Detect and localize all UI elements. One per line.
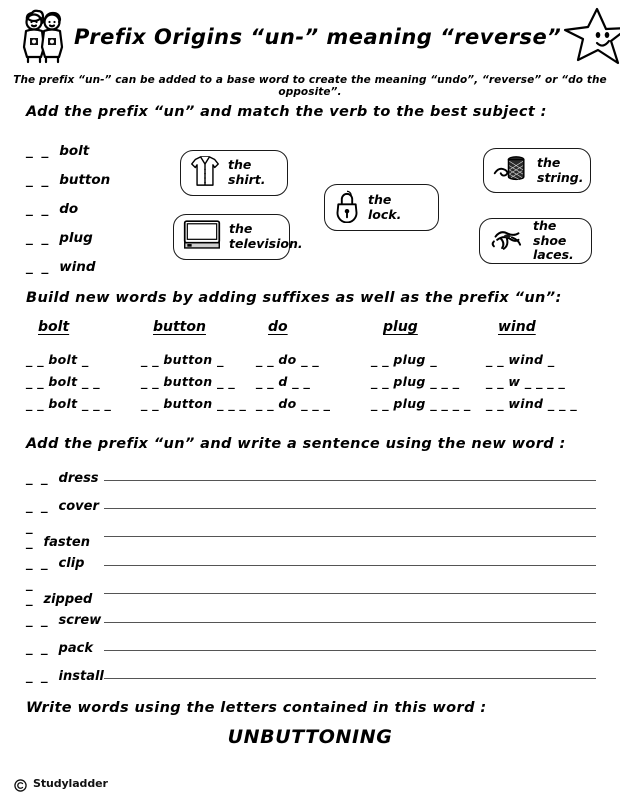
sentence-row[interactable]	[26, 606, 596, 634]
suffix-column-plug	[371, 316, 486, 415]
writing-line[interactable]	[104, 565, 596, 566]
suffix-blank[interactable]: _ _ d _ _	[256, 374, 311, 389]
sentence-section	[0, 436, 620, 694]
label-line-2: lock.	[368, 206, 402, 222]
footer	[14, 777, 108, 790]
suffix-blank[interactable]: _ _ do _ _ _	[256, 396, 331, 411]
sentence-word	[26, 520, 104, 550]
suffix-blank[interactable]: _ _ wind _	[486, 352, 555, 367]
page-title: Prefix Origins “un-” meaning “reverse”	[74, 25, 562, 49]
label-line-1: the	[537, 154, 561, 170]
copyright-icon	[14, 777, 27, 790]
answer-blank[interactable]: _ _	[26, 641, 50, 657]
match-verb-row[interactable]	[26, 223, 166, 252]
verb-label: plug	[59, 229, 93, 246]
sentence-row[interactable]	[26, 492, 596, 520]
brand-label: Studyladder	[33, 777, 108, 790]
word-label: zipped	[43, 591, 93, 607]
sentence-row[interactable]	[26, 663, 596, 691]
word-label: pack	[58, 641, 93, 657]
match-box-label	[228, 158, 266, 188]
suffix-blank[interactable]: _ _ bolt _	[26, 352, 89, 367]
writing-line[interactable]	[104, 678, 596, 679]
suffix-blank[interactable]: _ _ button _	[141, 352, 224, 367]
word-label: screw	[58, 612, 102, 628]
suffix-column-header: do	[268, 319, 288, 335]
answer-blank[interactable]: _ _	[26, 142, 51, 159]
verb-label: button	[59, 171, 111, 188]
anagram-word: UNBUTTONING	[227, 726, 393, 748]
sentence-word	[26, 577, 104, 607]
match-verb-row[interactable]	[26, 252, 166, 281]
label-line-1: the	[368, 191, 392, 207]
suffix-blank[interactable]: _ _ w _ _ _ _	[486, 374, 566, 389]
suffix-instruction: Build new words by adding suffixes as well as the prefix “un”:	[26, 290, 562, 306]
sentence-rows	[26, 464, 596, 691]
writing-line[interactable]	[104, 480, 596, 481]
sentence-word	[26, 471, 104, 486]
suffix-blank[interactable]: _ _ plug _ _ _ _	[371, 396, 471, 411]
label-line-1: the shoe	[533, 217, 567, 248]
suffix-blank[interactable]: _ _ plug _	[371, 352, 437, 367]
sentence-word	[26, 669, 104, 684]
sentence-row[interactable]	[26, 464, 596, 492]
sentence-row[interactable]	[26, 634, 596, 662]
suffix-section	[0, 290, 620, 415]
sentence-word	[26, 613, 104, 628]
suffix-column-do	[256, 316, 371, 415]
match-verb-row[interactable]	[26, 165, 166, 194]
suffix-column-header: button	[153, 319, 206, 335]
answer-blank[interactable]: _ _	[26, 258, 51, 275]
answer-blank[interactable]: _ _	[26, 612, 50, 628]
answer-blank[interactable]: _ _	[26, 200, 51, 217]
match-verb-list	[26, 136, 166, 281]
match-box-string[interactable]	[483, 148, 591, 193]
answer-blank[interactable]: _ _	[26, 470, 50, 486]
writing-line[interactable]	[104, 508, 596, 509]
word-label: install	[58, 669, 104, 685]
label-line-2: television.	[229, 236, 303, 251]
shoelaces-icon	[489, 226, 525, 256]
verb-label: wind	[59, 258, 96, 275]
sentence-row[interactable]	[26, 521, 596, 549]
writing-line[interactable]	[104, 650, 596, 651]
smiling-star-icon	[561, 6, 620, 68]
suffix-column-bolt	[26, 316, 141, 415]
sentence-row[interactable]	[26, 578, 596, 606]
label-line-2: string.	[537, 169, 584, 185]
sentence-word	[26, 499, 104, 514]
match-box-label	[368, 193, 401, 223]
suffix-column-header: bolt	[38, 319, 70, 335]
suffix-blank[interactable]: _ _ do _ _	[256, 352, 319, 367]
match-verb-row[interactable]	[26, 136, 166, 165]
sentence-word	[26, 556, 104, 571]
suffix-column-wind	[486, 316, 601, 415]
television-icon	[183, 219, 221, 255]
label-line-1: the	[229, 221, 253, 237]
suffix-column-header: plug	[383, 319, 418, 335]
answer-blank[interactable]: _ _	[26, 669, 50, 685]
word-label: dress	[58, 470, 99, 486]
word-label: clip	[58, 555, 85, 571]
verb-label: bolt	[59, 142, 90, 159]
word-label: cover	[58, 499, 99, 515]
suffix-column-button	[141, 316, 256, 415]
sentence-instruction: Add the prefix “un” and write a sentence using the new word :	[26, 436, 566, 452]
match-box-shirt[interactable]	[180, 150, 288, 196]
writing-line[interactable]	[104, 536, 596, 537]
suffix-column-header: wind	[498, 319, 536, 335]
answer-blank[interactable]: _ _	[26, 229, 51, 246]
label-line-2: shirt.	[228, 172, 266, 187]
suffix-blank[interactable]: _ _ wind _ _ _	[486, 396, 577, 411]
answer-blank[interactable]: _ _	[26, 576, 35, 607]
suffix-grid	[26, 316, 601, 415]
match-box-label	[229, 222, 303, 252]
match-instruction: Add the prefix “un” and match the verb to the best subject :	[26, 104, 547, 120]
suffix-blank[interactable]: _ _ button _ _ _	[141, 396, 247, 411]
string-spool-icon	[493, 154, 529, 188]
suffix-blank[interactable]: _ _ button _ _	[141, 374, 235, 389]
sentence-row[interactable]	[26, 549, 596, 577]
match-box-label	[533, 219, 582, 263]
answer-blank[interactable]: _ _	[26, 171, 51, 188]
answer-blank[interactable]: _ _	[26, 555, 50, 571]
writing-line[interactable]	[104, 622, 596, 623]
answer-blank[interactable]: _ _	[26, 519, 35, 550]
match-verb-row[interactable]	[26, 194, 166, 223]
anagram-instruction: Write words using the letters contained in this word :	[26, 700, 487, 716]
label-line-1: the	[228, 157, 252, 173]
suffix-blank[interactable]: _ _ plug _ _ _	[371, 374, 460, 389]
page-subtitle: The prefix “un-” can be added to a base word to create the meaning “undo”, “reverse” or “do the opposite”.	[13, 74, 607, 98]
writing-line[interactable]	[104, 593, 596, 594]
answer-blank[interactable]: _ _	[26, 499, 50, 515]
suffix-blank[interactable]: _ _ bolt _ _ _	[26, 396, 112, 411]
verb-label: do	[59, 200, 79, 217]
match-box-shoelaces[interactable]	[479, 218, 592, 264]
shirt-icon	[190, 153, 220, 193]
word-label: fasten	[43, 534, 90, 550]
two-children-icon	[14, 7, 74, 67]
page-header	[0, 4, 620, 70]
match-box-label	[537, 156, 583, 186]
sentence-word	[26, 641, 104, 656]
label-line-2: laces.	[533, 247, 574, 263]
padlock-icon	[334, 189, 360, 227]
match-box-lock[interactable]	[324, 184, 439, 231]
suffix-blank[interactable]: _ _ bolt _ _	[26, 374, 100, 389]
match-box-television[interactable]	[173, 214, 303, 260]
